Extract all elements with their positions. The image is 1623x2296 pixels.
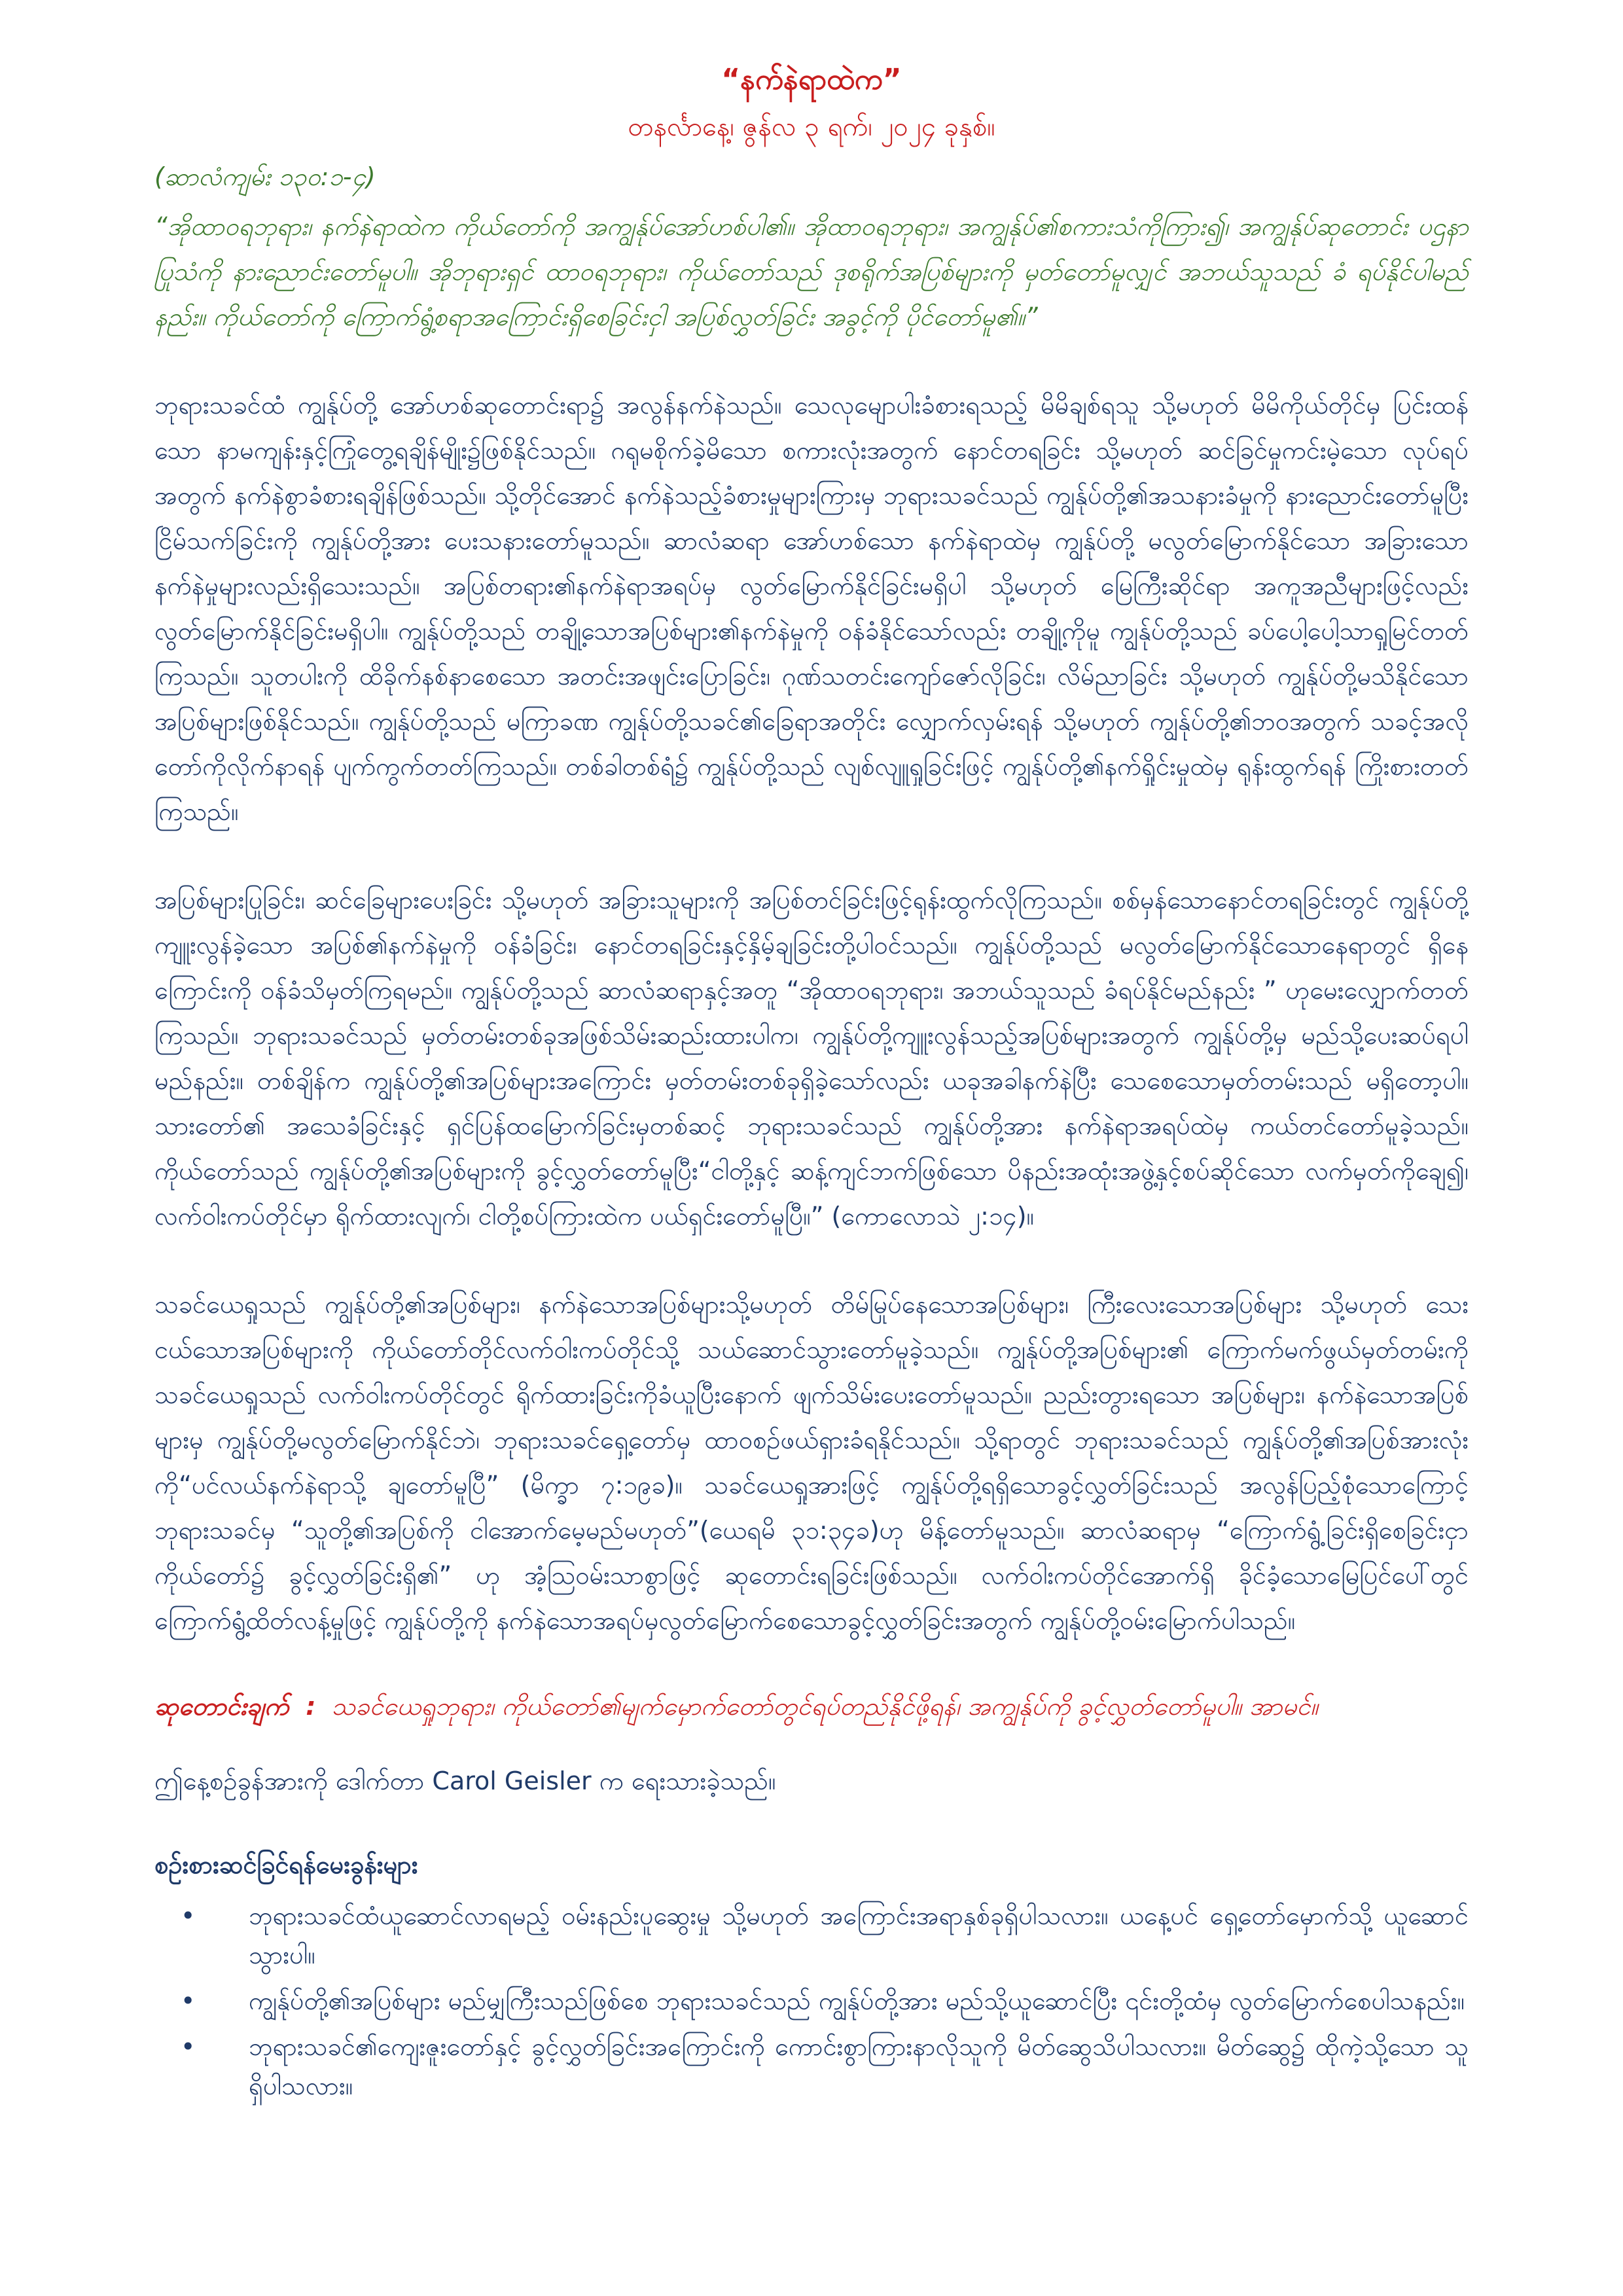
question-text: ဘုရားသခင်ထံယူဆောင်လာရမည့် ဝမ်းနည်းပူဆွေးမှု သို့မဟုတ် အကြောင်းအရာနှစ်ခုရှိပါသလား။ ယနေ့ပင် ရှေ့တော်မှောက်သို့ ယူဆောင်သွားပါ။ [249,1901,1469,1969]
bullet-icon: • [181,1986,196,2015]
prayer-text: သခင်ယေရှုဘုရား၊ ကိုယ်တော်၏မျက်မှောက်တော်တွင်ရပ်တည်နိုင်ဖို့ရန်၊ အကျွန်ုပ်ကို ခွင့်လွှတ်တော်မူပါ။ အာမင်။ [331,1692,1318,1721]
questions-heading: စဉ်းစားဆင်ခြင်ရန်မေးခွန်းများ [154,1850,418,1879]
prayer-label: ဆုတောင်းချက် [154,1692,289,1721]
question-item [154,1896,1469,1975]
publish-date: တနင်္လာနေ့၊ ဇွန်လ ၃ ရက်၊ ၂၀၂၄ ခုနှစ်။ [628,112,995,142]
questions-list [154,1896,1469,2106]
scripture-reference: (ဆာလံကျမ်း ၁၃၀:၁-၄) [154,162,376,191]
question-item [154,1981,1469,2020]
prayer [154,1687,1469,1726]
body-paragraph-1: ဘုရားသခင်ထံ ကျွန်ုပ်တို့ အော်ဟစ်ဆုတောင်းရာ၌ အလွန်နက်နဲသည်။ သေလုမျောပါးခံစားရသည့် မိမိချစ်ရသူ သို့မဟုတ် မိမိကိုယ်တိုင်မှ ပြင်းထန်သော နာမကျန်းနှင့်ကြုံတွေ့ရချိန်မျိုး၌ဖြစ်နိုင်သည်။ ဂရုမစိုက်ခဲ့မိသော စကားလုံးအတွက် နောင်တရခြင်း သို့မဟုတ် ဆင်ခြင်မှုကင်းမဲ့သော လုပ်ရပ်အတွက် နက်နဲစွာခံစားရချိန်ဖြစ်သည်။ သို့တိုင်အောင် နက်နဲသည့်ခံစားမှုများကြားမှ ဘုရားသခင်သည် ကျွန်ုပ်တို့၏အသနားခံမှုကို နားညောင်းတော်မူပြီး ငြိမ်သက်ခြင်းကို ကျွန်ုပ်တို့အား ပေးသနားတော်မူသည်။ ဆာလံဆရာ အော်ဟစ်သော နက်နဲရာထဲမှ ကျွန်ုပ်တို့ မလွတ်မြောက်နိုင်သော အခြားသောနက်နဲမှုများလည်းရှိသေးသည်။ အပြစ်တရား၏နက်နဲရာအရပ်မှ လွတ်မြောက်နိုင်ခြင်းမရှိပါ သို့မဟုတ် မြေကြီးဆိုင်ရာ အကူအညီများဖြင့်လည်း လွတ်မြောက်နိုင်ခြင်းမရှိပါ။ ကျွန်ုပ်တို့သည် တချို့သောအပြစ်များ၏နက်နဲမှုကို ဝန်ခံနိုင်သော်လည်း တချို့ကိုမူ ကျွန်ုပ်တို့သည် ခပ်ပေါ့ပေါ့သာရှုမြင်တတ်ကြသည်။ သူတပါးကို ထိခိုက်နစ်နာစေသော အတင်းအဖျင်းပြောခြင်း၊ ဂုဏ်သတင်းကျော်ဇော်လိုခြင်း၊ လိမ်ညာခြင်း သို့မဟုတ် ကျွန်ုပ်တို့မသိနိုင်သော အပြစ်များဖြစ်နိုင်သည်။ ကျွန်ုပ်တို့သည် မကြာခဏ ကျွန်ုပ်တို့သခင်၏ခြေရာအတိုင်း လျှောက်လှမ်းရန် သို့မဟုတ် ကျွန်ုပ်တို့၏ဘဝအတွက် သခင့်အလိုတော်ကိုလိုက်နာရန် ပျက်ကွက်တတ်ကြသည်။ တစ်ခါတစ်ရံ၌ ကျွန်ုပ်တို့သည် လျစ်လျူရှုခြင်းဖြင့် ကျွန်ုပ်တို့၏နက်ရှိုင်းမှုထဲမှ ရုန်းထွက်ရန် ကြိုးစားတတ်ကြသည်။ [154,391,1469,826]
page-title: “နက်နဲရာထဲက” [721,63,902,96]
question-text: ဘုရားသခင်၏ကျေးဇူးတော်နှင့် ခွင့်လွှတ်ခြင်းအကြောင်းကို ကောင်းစွာကြားနာလိုသူကို မိတ်ဆွေသိပါသလား။ မိတ်ဆွေ၌ ထိုကဲ့သို့သော သူ ရှိပါသလား။ [249,2032,1469,2100]
body-paragraph-3: သခင်ယေရှုသည် ကျွန်ုပ်တို့၏အပြစ်များ၊ နက်နဲသောအပြစ်များသို့မဟုတ် တိမ်မြုပ်နေသောအပြစ်များ၊ ကြီးလေးသောအပြစ်များ သို့မဟုတ် သေးငယ်သောအပြစ်များကို ကိုယ်တော်တိုင်လက်ဝါးကပ်တိုင်သို့ သယ်ဆောင်သွားတော်မူခဲ့သည်။ ကျွန်ုပ်တို့အပြစ်များ၏ ကြောက်မက်ဖွယ်မှတ်တမ်းကို သခင်ယေရှုသည် လက်ဝါးကပ်တိုင်တွင် ရိုက်ထားခြင်းကိုခံယူပြီးနောက် ဖျက်သိမ်းပေးတော်မူသည်။ ညည်းတွားရသော အပြစ်များ၊ နက်နဲသောအပြစ်များမှ ကျွန်ုပ်တို့မလွတ်မြောက်နိုင်ဘဲ၊ ဘုရားသခင်ရှေ့တော်မှ ထာဝစဉ်ဖယ်ရှားခံရနိုင်သည်။ သို့ရာတွင် ဘုရားသခင်သည် ကျွန်ုပ်တို့၏အပြစ်အားလုံးကို“ပင်လယ်နက်နဲရာသို့ ချတော်မူပြီ” (မိက္ခာ ၇:၁၉ခ)။ သခင်ယေရှုအားဖြင့် ကျွန်ုပ်တို့ရရှိသောခွင့်လွှတ်ခြင်းသည် အလွန်ပြည့်စုံသောကြောင့် ဘုရားသခင်မှ “သူတို့၏အပြစ်ကို ငါအောက်မေ့မည်မဟုတ်”(ယေရမိ ၃၁:၃၄ခ)ဟု မိန့်တော်မူသည်။ ဆာလံဆရာမှ “ကြောက်ရွံ့ခြင်းရှိစေခြင်းငှာ ကိုယ်တော်၌ ခွင့်လွှတ်ခြင်းရှိ၏” ဟု အံ့ဩဝမ်းသာစွာဖြင့် ဆုတောင်းရခြင်းဖြစ်သည်။ လက်ဝါးကပ်တိုင်အောက်ရှိ ခိုင်ခံ့သောမြေပြင်ပေါ်တွင် ကြောက်ရွံ့ထိတ်လန့်မှုဖြင့် ကျွန်ုပ်တို့ကို နက်နဲသောအရပ်မှလွတ်မြောက်စေသောခွင့်လွှတ်ခြင်းအတွက် ကျွန်ုပ်တို့ဝမ်းမြောက်ပါသည်။ [154,1290,1469,1635]
question-item [154,2027,1469,2106]
bullet-icon: • [181,2032,196,2061]
body-paragraph-2: အပြစ်များပြုခြင်း၊ ဆင်ခြေများပေးခြင်း သို့မဟုတ် အခြားသူများကို အပြစ်တင်ခြင်းဖြင့်ရုန်းထွက်လိုကြသည်။ စစ်မှန်သောနောင်တရခြင်းတွင် ကျွန်ုပ်တို့ကျူးလွန်ခဲ့သော အပြစ်၏နက်နဲမှုကို ဝန်ခံခြင်း၊ နောင်တရခြင်းနှင့်နှိမ့်ချခြင်းတို့ပါဝင်သည်။ ကျွန်ုပ်တို့သည် မလွတ်မြောက်နိုင်သောနေရာတွင် ရှိနေကြောင်းကို ဝန်ခံသိမှတ်ကြရမည်။ ကျွန်ုပ်တို့သည် ဆာလံဆရာနှင့်အတူ “အိုထာဝရဘုရား၊ အဘယ်သူသည် ခံရပ်နိုင်မည်နည်း ” ဟုမေးလျှောက်တတ်ကြသည်။ ဘုရားသခင်သည် မှတ်တမ်းတစ်ခုအဖြစ်သိမ်းဆည်းထားပါက၊ ကျွန်ုပ်တို့ကျူးလွန်သည့်အပြစ်များအတွက် ကျွန်ုပ်တို့မှ မည်သို့ပေးဆပ်ရပါမည်နည်း။ တစ်ချိန်က ကျွန်ုပ်တို့၏အပြစ်များအကြောင်း မှတ်တမ်းတစ်ခုရှိခဲ့သော်လည်း ယခုအခါနက်နဲပြီး သေစေသောမှတ်တမ်းသည် မရှိတော့ပါ။ သားတော်၏ အသေခံခြင်းနှင့် ရှင်ပြန်ထမြောက်ခြင်းမှတစ်ဆင့် ဘုရားသခင်သည် ကျွန်ုပ်တို့အား နက်နဲရာအရပ်ထဲမှ ကယ်တင်တော်မူခဲ့သည်။ ကိုယ်တော်သည် ကျွန်ုပ်တို့၏အပြစ်များကို ခွင့်လွှတ်တော်မူပြီး“ငါတို့နှင့် ဆန့်ကျင်ဘက်ဖြစ်သော ပိနည်းအထုံးအဖွဲ့နှင့်စပ်ဆိုင်သော လက်မှတ်ကိုချေ၍၊ လက်ဝါးကပ်တိုင်မှာ ရိုက်ထားလျက်၊ ငါတို့စပ်ကြားထဲက ပယ်ရှင်းတော်မူပြီ။” (ကောလောသဲ ၂:၁၄)။ [154,886,1469,1230]
bullet-icon: • [181,1901,196,1930]
author-note: ဤနေ့စဉ်ခွန်အားကို ဒေါက်တာ Carol Geisler က ရေးသားခဲ့သည်။ [154,1767,776,1795]
prayer-separator: : [306,1692,316,1721]
question-text: ကျွန်ုပ်တို့၏အပြစ်များ မည်မျှကြီးသည်ဖြစ်စေ ဘုရားသခင်သည် ကျွန်ုပ်တို့အား မည်သို့ယူဆောင်ပြီး ၎င်းတို့ထံမှ လွတ်မြောက်စေပါသနည်း။ [249,1986,1465,2015]
scripture-text: “အိုထာဝရဘုရား၊ နက်နဲရာထဲက ကိုယ်တော်ကို အကျွန်ုပ်အော်ဟစ်ပါ၏။ အိုထာဝရဘုရား၊ အကျွန်ုပ်၏စကားသံကိုကြား၍၊ အကျွန်ုပ်ဆုတောင်း ပဌနာပြုသံကို နားညောင်းတော်မူပါ။ အိုဘုရားရှင် ထာဝရဘုရား၊ ကိုယ်တော်သည် ဒုစရိုက်အပြစ်များကို မှတ်တော်မူလျှင် အဘယ်သူသည် ခံ ရပ်နိုင်ပါမည်နည်း။ ကိုယ်တော်ကို ကြောက်ရွံ့စရာအကြောင်းရှိစေခြင်းငှါ အပြစ်လွှတ်ခြင်း အခွင့်ကို ပိုင်တော်မူ၏။” [154,212,1469,331]
